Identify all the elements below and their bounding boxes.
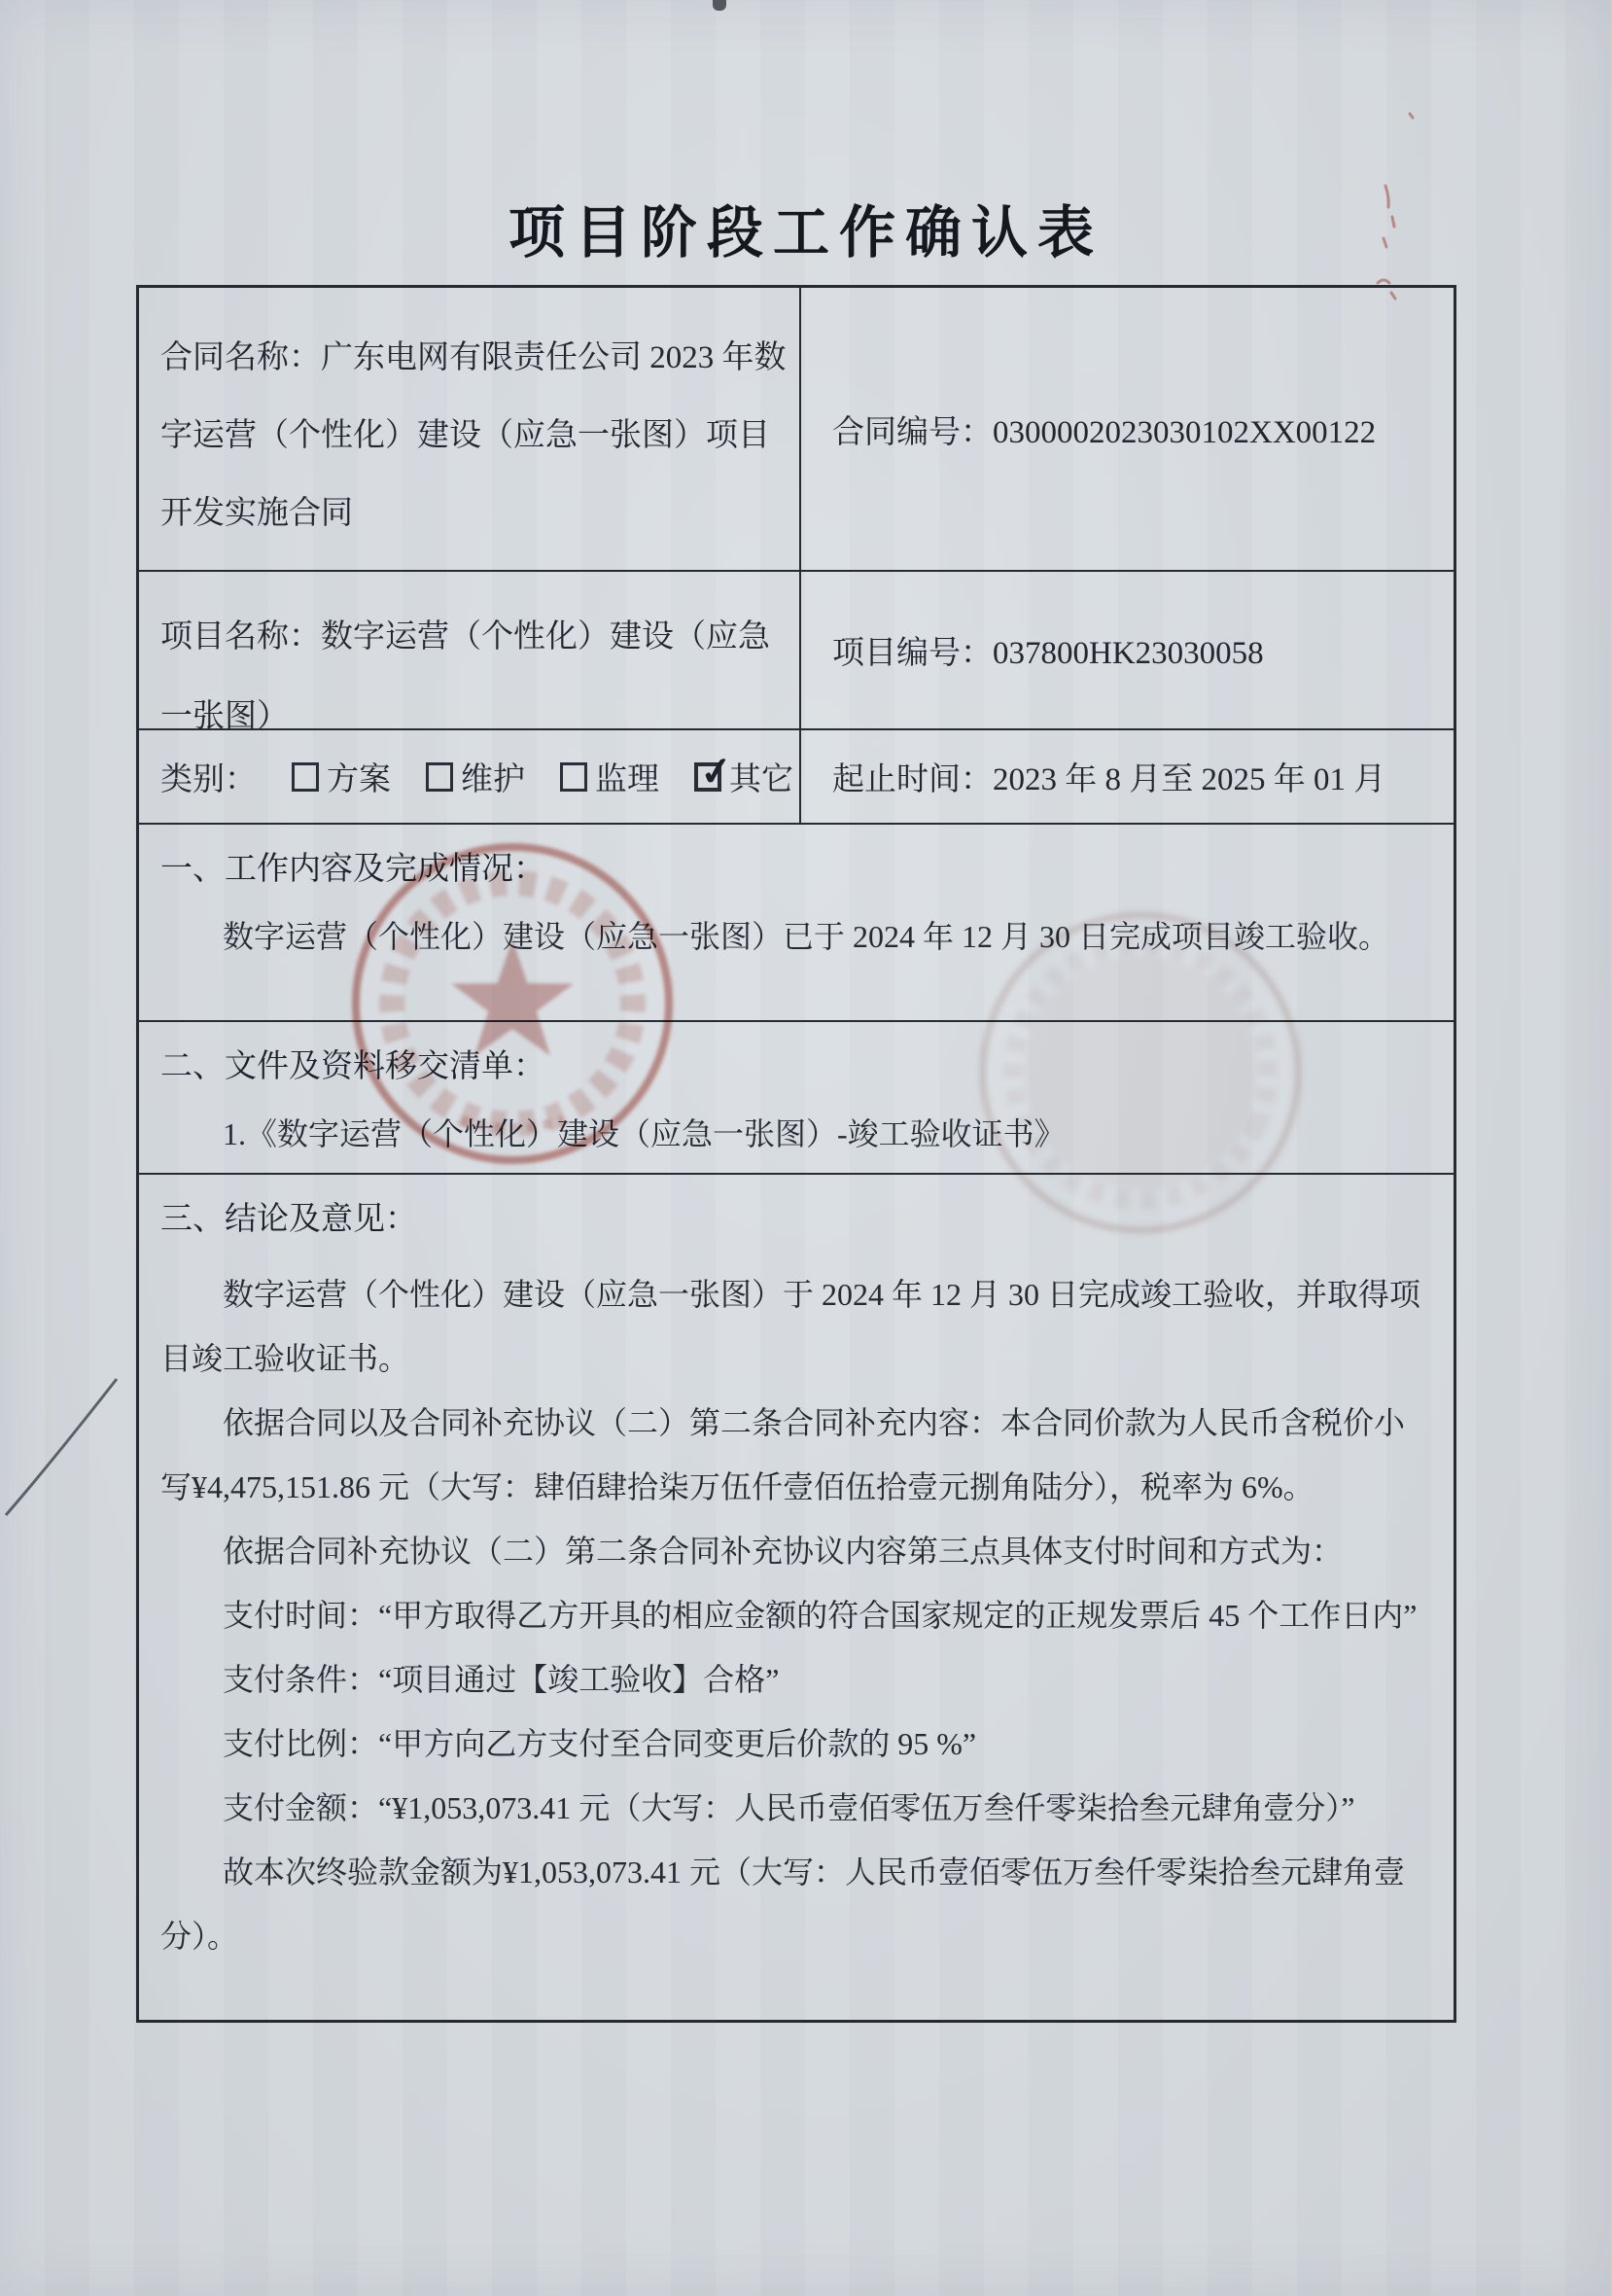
category-option-plan — [292, 754, 391, 799]
table-row-project — [139, 572, 1454, 734]
contract-number-cell — [801, 288, 1454, 570]
conclusion-paragraphs — [160, 1262, 1434, 1968]
conclusion-paragraph: 支付金额：“¥1,053,073.41 元（大写：人民币壹佰零伍万叁仟零柒拾叁元肆角壹分）” — [223, 1790, 1355, 1825]
section-work-content — [139, 825, 1454, 1022]
category-option-label: 维护 — [461, 762, 525, 797]
category-option-label: 其它 — [729, 762, 793, 797]
contract-number-text: 合同编号：0300002023030102XX00122 — [832, 414, 1377, 450]
section-handover-list — [139, 1022, 1454, 1175]
project-name-cell: 项目名称：数字运营（个性化）建设（应急一张图） — [139, 572, 801, 728]
conclusion-paragraph: 支付时间：“甲方取得乙方开具的相应金额的符合国家规定的正规发票后 45 个工作日内” — [223, 1598, 1418, 1633]
confirmation-form-table — [136, 285, 1456, 2023]
checkbox-checked-icon — [694, 747, 735, 795]
category-option-label: 方案 — [327, 762, 391, 797]
section-three-heading: 三、结论及意见： — [160, 1202, 417, 1237]
duration-cell — [801, 730, 1454, 823]
checkbox-tick-icon: ✓ — [697, 747, 735, 795]
duration-text: 起止时间：2023 年 8 月至 2025 年 01 月 — [832, 762, 1386, 797]
checkbox-unchecked-icon — [560, 762, 587, 792]
category-option-label: 监理 — [595, 762, 659, 797]
contract-name-cell: 合同名称：广东电网有限责任公司 2023 年数字运营（个性化）建设（应急一张图）项目开发实施合同 — [139, 288, 801, 570]
conclusion-paragraph: 依据合同以及合同补充协议（二）第二条合同补充内容：本合同价款为人民币含税价小写¥4,475,151.86 元（大写：肆佰肆拾柒万伍仟壹佰伍拾壹元捌角陆分），税率为 6%。 — [160, 1405, 1406, 1504]
checkbox-unchecked-icon — [426, 762, 453, 792]
conclusion-paragraph: 数字运营（个性化）建设（应急一张图）于 2024 年 12 月 30 日完成竣工验收，并取得项目竣工验收证书。 — [160, 1277, 1421, 1376]
section-conclusion — [139, 1175, 1454, 2020]
category-option-other — [694, 747, 793, 799]
section-one-heading: 一、工作内容及完成情况： — [160, 852, 545, 887]
project-number-cell — [801, 572, 1454, 728]
category-cell — [139, 730, 801, 823]
category-label: 类别： — [160, 762, 257, 797]
section-one-body: 数字运营（个性化）建设（应急一张图）已于 2024 年 12 月 30 日完成项目竣工验收。 — [223, 919, 1390, 954]
pen-mark — [0, 1369, 131, 1525]
scan-edge-artifact — [713, 0, 726, 11]
conclusion-paragraph: 依据合同补充协议（二）第二条合同补充协议内容第三点具体支付时间和方式为： — [223, 1534, 1344, 1569]
project-number-text: 项目编号：037800HK23030058 — [832, 636, 1264, 671]
category-option-supervision — [560, 754, 659, 799]
conclusion-paragraph: 支付比例：“甲方向乙方支付至合同变更后价款的 95 %” — [223, 1726, 977, 1761]
conclusion-paragraph: 支付条件：“项目通过【竣工验收】合格” — [223, 1662, 780, 1697]
handover-list-item: 1.《数字运营（个性化）建设（应急一张图）-竣工验收证书》 — [223, 1116, 1066, 1151]
checkbox-unchecked-icon — [292, 762, 319, 792]
category-option-maintenance — [426, 754, 525, 799]
page-title: 项目阶段工作确认表 — [508, 201, 1104, 265]
section-two-heading: 二、文件及资料移交清单： — [160, 1049, 545, 1084]
table-row-category — [139, 730, 1454, 825]
conclusion-paragraph: 故本次终验款金额为¥1,053,073.41 元（大写：人民币壹佰零伍万叁仟零柒拾叁元肆角壹分）。 — [160, 1854, 1406, 1954]
table-row-contract — [139, 288, 1454, 572]
